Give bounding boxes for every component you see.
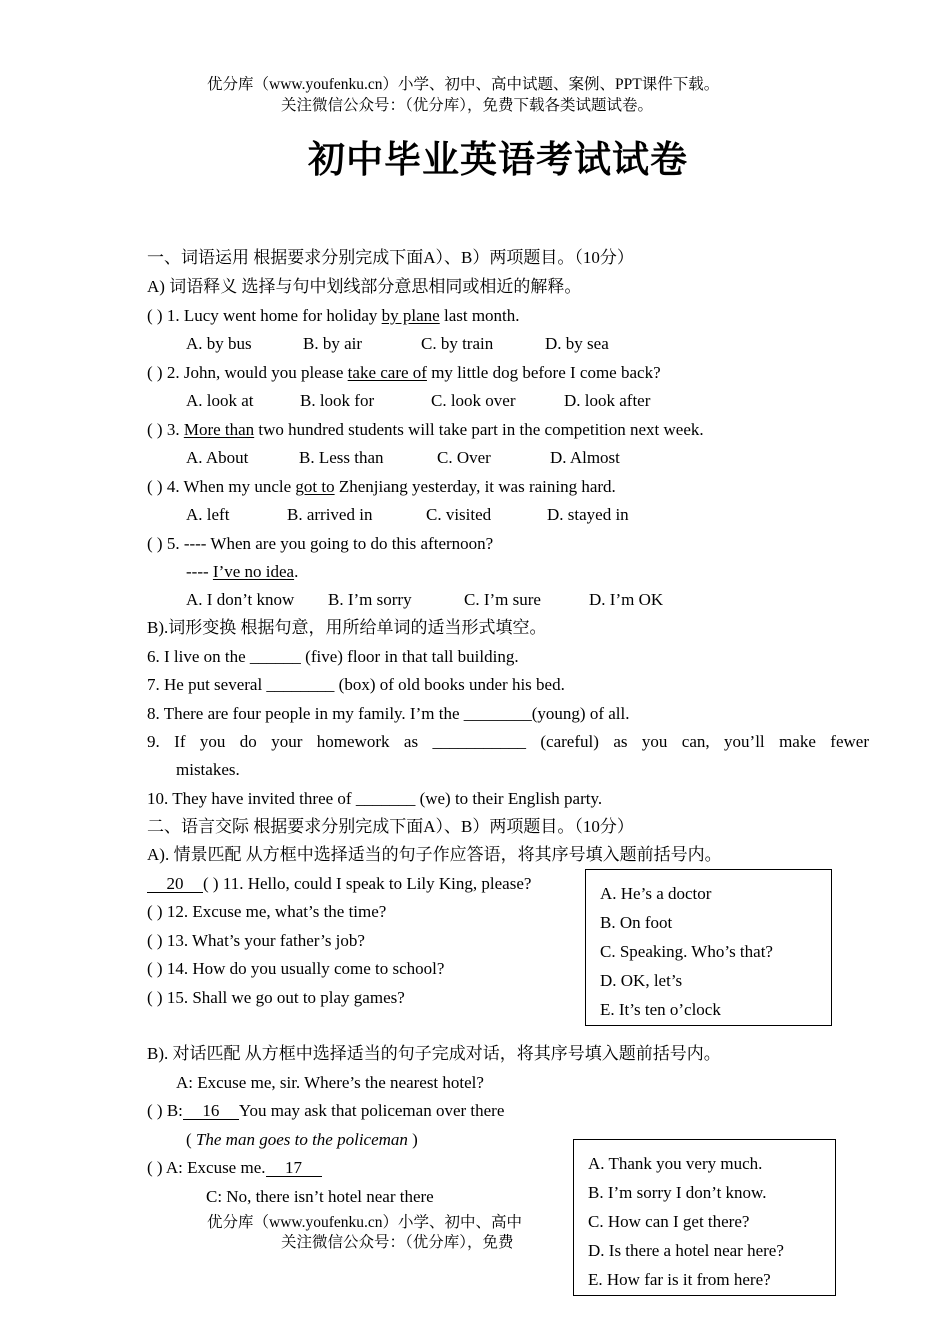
- q9-word: you: [199, 732, 226, 751]
- dialogue-box-option-b: B. I’m sorry I don’t know.: [588, 1183, 767, 1202]
- question-4-prefix: ( ) 4. When my uncle: [147, 477, 296, 496]
- q9-word: as: [403, 732, 419, 751]
- q4-option-c: C. visited: [426, 505, 492, 524]
- question-15: ( ) 15. Shall we go out to play games?: [147, 988, 405, 1007]
- q3-option-d: D. Almost: [550, 448, 620, 467]
- q2-option-d: D. look after: [564, 391, 651, 410]
- dialogue-box-option-c: C. How can I get there?: [588, 1212, 750, 1231]
- stage-direction-close: ): [407, 1130, 418, 1149]
- stage-direction-open: (: [186, 1130, 196, 1149]
- page-title: 初中毕业英语考试试卷: [308, 137, 688, 181]
- q3-option-a: A. About: [186, 448, 249, 467]
- q9-word: homework: [316, 732, 390, 751]
- q9-word: your: [271, 732, 303, 751]
- q11-answer-blank: 20: [147, 875, 203, 893]
- q4-option-a: A. left: [186, 505, 230, 524]
- question-1-prefix: ( ) 1. Lucy went home for holiday: [147, 306, 382, 325]
- question-5-reply-prefix: ----: [186, 562, 213, 581]
- question-1: [147, 306, 520, 326]
- question-11: [147, 874, 531, 894]
- question-2-underlined: take care of: [347, 363, 427, 382]
- dialogue-box-option-d: D. Is there a hotel near here?: [588, 1241, 784, 1260]
- footer-line-1: 优分库（www.youfenku.cn）小学、初中、高中: [207, 1214, 522, 1231]
- stage-direction-text: The man goes to the policeman: [195, 1130, 408, 1149]
- dialogue-line-5: C: No, there isn’t hotel near there: [206, 1187, 434, 1206]
- question-7: 7. He put several ________ (box) of old books under his bed.: [147, 675, 565, 694]
- question-3-underlined: More than: [183, 420, 255, 439]
- box-option-c: C. Speaking. Who’s that?: [600, 942, 773, 961]
- section2-partB-heading: B). 对话匹配 从方框中选择适当的句子完成对话，将其序号填入题前括号内。: [147, 1044, 721, 1063]
- question-11-text: ( ) 11. Hello, could I speak to Lily King, please?: [203, 874, 532, 893]
- question-4-suffix: Zhenjiang yesterday, it was raining hard.: [334, 477, 616, 496]
- section2-heading: 二、语言交际 根据要求分别完成下面A）、B）两项题目。（10分）: [147, 817, 634, 836]
- q5-option-a: A. I don’t know: [186, 590, 295, 609]
- q9-word: you: [641, 732, 668, 751]
- stage-direction: [186, 1130, 418, 1150]
- q2-option-b: B. look for: [300, 391, 375, 410]
- q3-option-c: C. Over: [437, 448, 491, 467]
- q5-option-b: B. I’m sorry: [328, 590, 412, 609]
- dialogue-box-option-a: A. Thank you very much.: [588, 1154, 763, 1173]
- question-2-suffix: my little dog before I come back?: [426, 363, 661, 382]
- q5-option-d: D. I’m OK: [589, 590, 664, 609]
- dialogue-box-option-e: E. How far is it from here?: [588, 1270, 771, 1289]
- question-13: ( ) 13. What’s your father’s job?: [147, 931, 365, 950]
- q1-option-c: C. by train: [421, 334, 494, 353]
- section2-partA-heading: A). 情景匹配 从方框中选择适当的句子作应答语，将其序号填入题前括号内。: [147, 845, 722, 864]
- dialogue-line-4-prefix: ( ) A: Excuse me.: [147, 1158, 266, 1177]
- dialogue-line-2-prefix: ( ) B:: [147, 1101, 183, 1120]
- q9-word: make: [779, 732, 816, 751]
- footer-line-2: 关注微信公众号：（优分库），免费: [281, 1234, 514, 1251]
- question-1-underlined: by plane: [381, 306, 440, 325]
- question-5-reply: [186, 562, 298, 582]
- question-4-underlined: got to: [295, 477, 335, 496]
- box-option-d: D. OK, let’s: [600, 971, 683, 990]
- dialogue-line-2-suffix: You may ask that policeman over there: [238, 1101, 505, 1120]
- section1-partB-heading: B).词形变换 根据句意，用所给单词的适当形式填空。: [147, 618, 547, 637]
- blank-16: 16: [183, 1102, 239, 1120]
- question-3-suffix: two hundred students will take part in the competition next week.: [254, 420, 704, 439]
- question-5-reply-underlined: I’ve no idea: [212, 562, 295, 581]
- question-9-continued: mistakes.: [176, 760, 240, 779]
- q9-word: (careful): [540, 732, 599, 751]
- question-6: 6. I live on the ______ (five) floor in that tall building.: [147, 647, 519, 666]
- box-option-b: B. On foot: [600, 913, 673, 932]
- q2-option-c: C. look over: [431, 391, 516, 410]
- box-option-a: A. He’s a doctor: [600, 884, 712, 903]
- question-5: ( ) 5. ---- When are you going to do this afternoon?: [147, 534, 494, 553]
- section1-partA-heading: A) 词语释义 选择与句中划线部分意思相同或相近的解释。: [147, 277, 582, 296]
- question-2-prefix: ( ) 2. John, would you please: [147, 363, 348, 382]
- q9-word: can,: [681, 732, 710, 751]
- question-4: [147, 477, 616, 497]
- header-line-1: 优分库（www.youfenku.cn）小学、初中、高中试题、案例、PPT课件下载。: [207, 76, 720, 93]
- q5-option-c: C. I’m sure: [464, 590, 541, 609]
- q9-word: fewer: [830, 732, 869, 751]
- box-option-e: E. It’s ten o’clock: [600, 1000, 721, 1019]
- question-10: 10. They have invited three of _______ (we) to their English party.: [147, 789, 603, 808]
- header-line-2: 关注微信公众号：（优分库），免费下载各类试题试卷。: [281, 97, 654, 114]
- options-box-situational: [585, 869, 832, 1026]
- q9-word: as: [613, 732, 628, 751]
- q9-word: you’ll: [724, 732, 765, 751]
- q1-option-b: B. by air: [303, 334, 363, 353]
- question-5-reply-suffix: .: [294, 562, 299, 581]
- question-8: 8. There are four people in my family. I’m the ________(young) of all.: [147, 704, 630, 723]
- q9-word: do: [239, 732, 257, 751]
- q9-word: 9.: [147, 732, 160, 751]
- question-3: [147, 420, 704, 440]
- dialogue-line-2: [147, 1101, 504, 1121]
- question-9: [147, 732, 869, 752]
- q1-option-a: A. by bus: [186, 334, 252, 353]
- q4-option-b: B. arrived in: [287, 505, 373, 524]
- question-3-prefix: ( ) 3.: [147, 420, 184, 439]
- dialogue-line-1: A: Excuse me, sir. Where’s the nearest hotel?: [176, 1073, 484, 1092]
- question-1-suffix: last month.: [439, 306, 520, 325]
- question-12: ( ) 12. Excuse me, what’s the time?: [147, 902, 387, 921]
- q4-option-d: D. stayed in: [547, 505, 629, 524]
- blank-17: 17: [266, 1159, 322, 1177]
- q1-option-d: D. by sea: [545, 334, 609, 353]
- section1-heading: 一、词语运用 根据要求分别完成下面A）、B）两项题目。（10分）: [147, 248, 634, 267]
- question-14: ( ) 14. How do you usually come to school?: [147, 959, 445, 978]
- options-box-dialogue: [573, 1139, 836, 1296]
- q2-option-a: A. look at: [186, 391, 254, 410]
- q9-word: If: [174, 732, 186, 751]
- q9-blank: ___________: [432, 732, 526, 751]
- dialogue-line-4: [147, 1158, 322, 1178]
- q3-option-b: B. Less than: [299, 448, 384, 467]
- question-2: [147, 363, 661, 383]
